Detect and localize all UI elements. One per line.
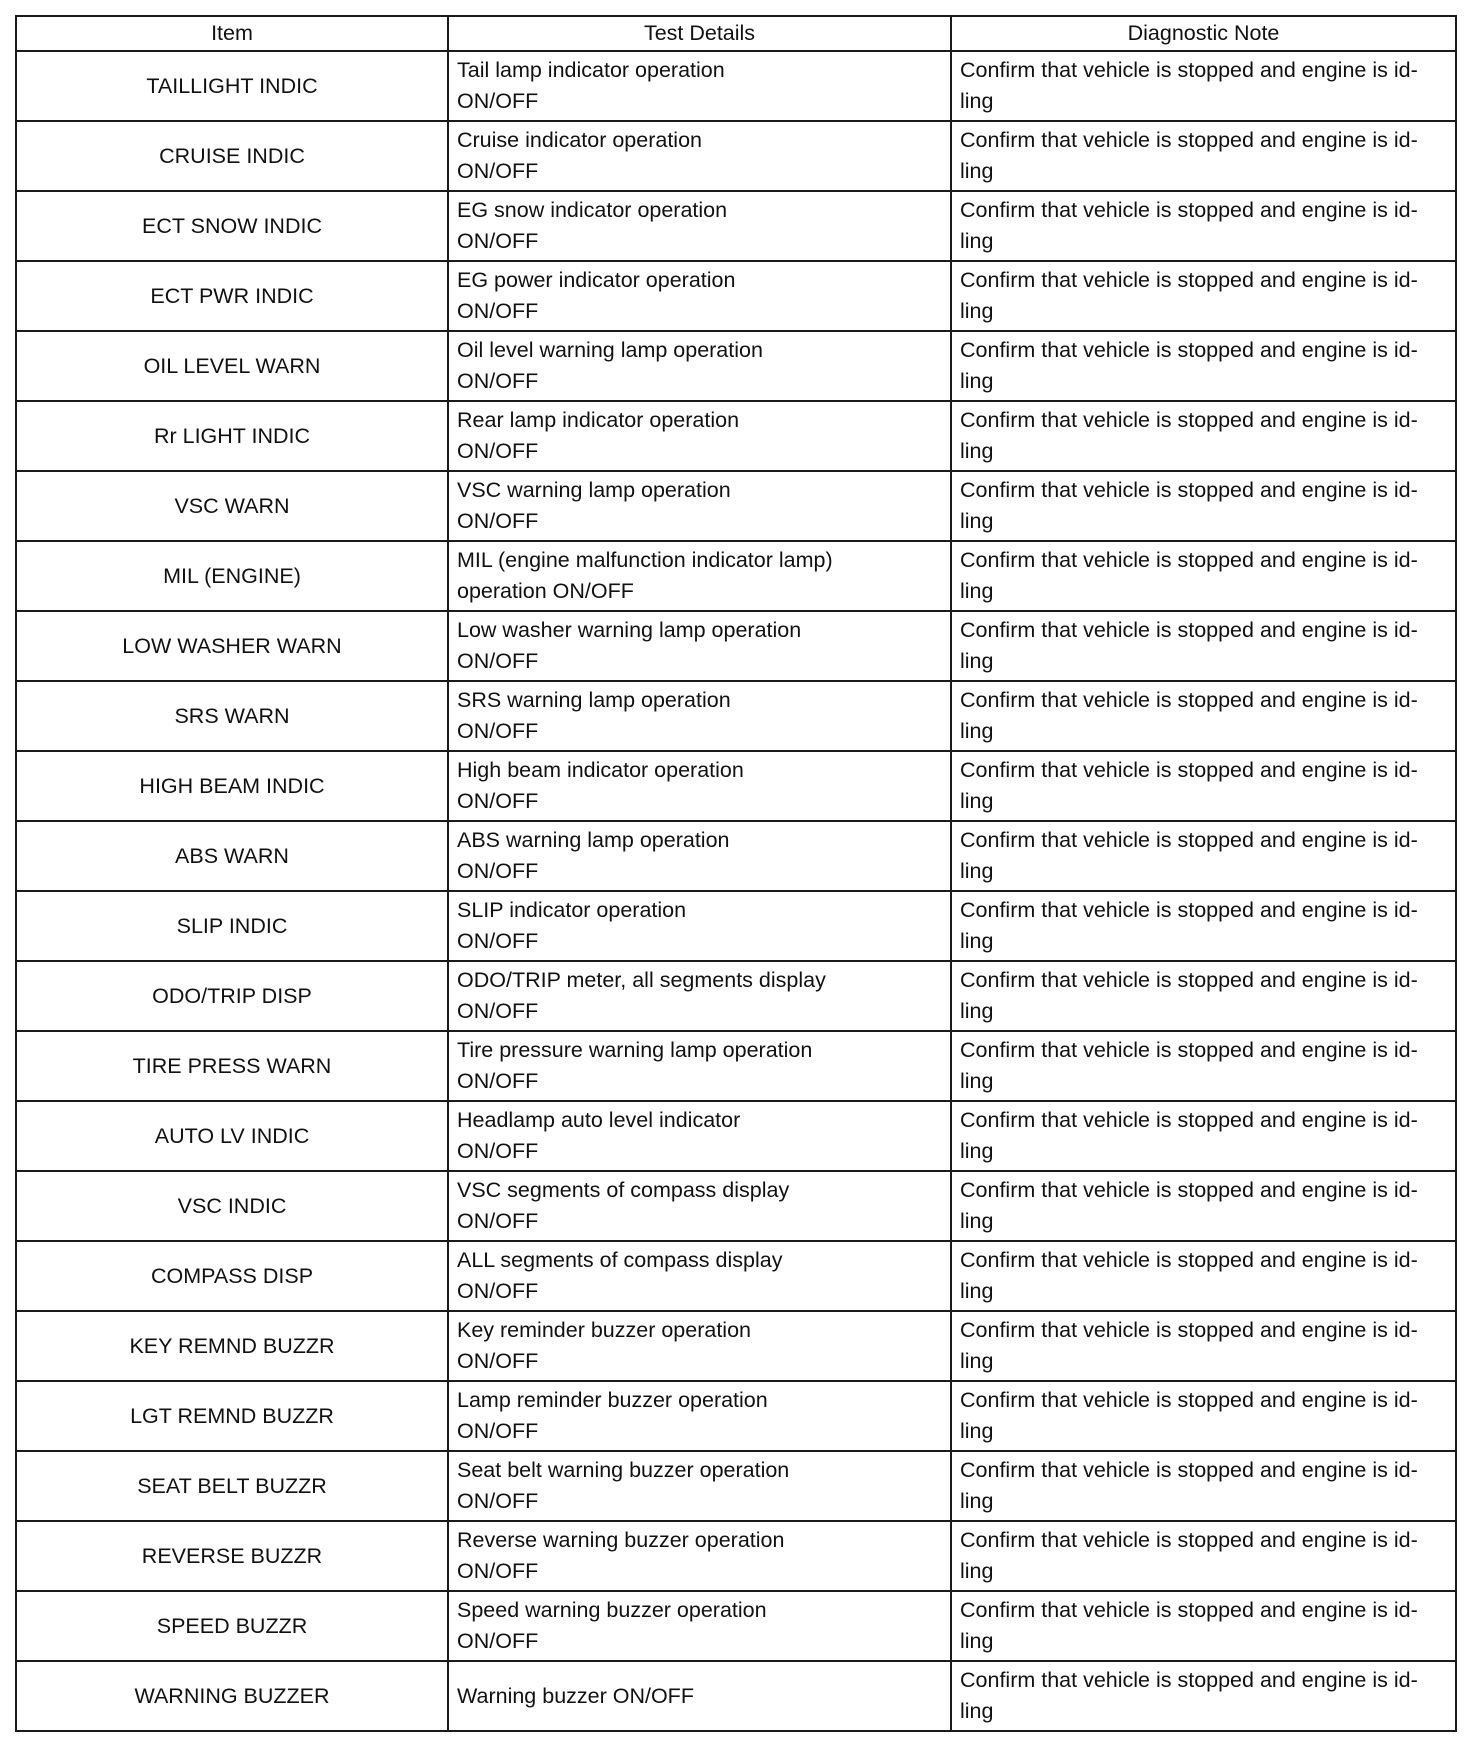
diagnostic-note-cell (951, 891, 1456, 961)
item-cell (16, 1171, 448, 1241)
test-details-cell-text: ODO/TRIP meter, all segments display ON/OFF (457, 968, 826, 1023)
item-cell (16, 331, 448, 401)
item-cell-text: VSC WARN (174, 493, 290, 518)
test-details-cell (448, 751, 951, 821)
test-details-cell-text: MIL (engine malfunction indicator lamp) operation ON/OFF (457, 548, 833, 603)
table-row (16, 401, 1456, 471)
item-cell (16, 401, 448, 471)
diagnostic-note-cell-text: Confirm that vehicle is stopped and engine is id- ling (960, 968, 1418, 1023)
test-details-cell-text: Cruise indicator operation ON/OFF (457, 128, 702, 183)
diagnostic-note-cell (951, 51, 1456, 121)
diagnostic-note-cell (951, 471, 1456, 541)
table-header (16, 16, 1456, 51)
test-details-cell (448, 471, 951, 541)
item-cell (16, 1591, 448, 1661)
table-row (16, 191, 1456, 261)
header-test-details: Test Details (448, 16, 951, 51)
test-details-cell-text: SLIP indicator operation ON/OFF (457, 898, 687, 953)
diagnostic-note-cell-text: Confirm that vehicle is stopped and engine is id- ling (960, 1388, 1418, 1443)
table-row (16, 51, 1456, 121)
test-details-cell-text: ALL segments of compass display ON/OFF (457, 1248, 783, 1303)
test-details-cell (448, 1661, 951, 1731)
diagnostic-note-cell (951, 1241, 1456, 1311)
diagnostic-note-cell-text: Confirm that vehicle is stopped and engine is id- ling (960, 1458, 1418, 1513)
test-details-cell-text: EG power indicator operation ON/OFF (457, 268, 736, 323)
table-row (16, 121, 1456, 191)
item-cell-text: MIL (ENGINE) (163, 563, 301, 588)
item-cell (16, 471, 448, 541)
item-cell-text: WARNING BUZZER (134, 1683, 330, 1708)
diagnostic-note-cell-text: Confirm that vehicle is stopped and engine is id- ling (960, 758, 1418, 813)
diagnostic-note-cell (951, 261, 1456, 331)
test-details-cell-text: VSC warning lamp operation ON/OFF (457, 478, 731, 533)
test-details-cell (448, 961, 951, 1031)
test-details-cell-text: Warning buzzer ON/OFF (457, 1683, 694, 1708)
table-row (16, 1311, 1456, 1381)
item-cell-text: SLIP INDIC (176, 913, 288, 938)
diagnostic-note-cell-text: Confirm that vehicle is stopped and engine is id- ling (960, 1248, 1418, 1303)
test-details-cell-text: ABS warning lamp operation ON/OFF (457, 828, 730, 883)
test-details-cell-text: Reverse warning buzzer operation ON/OFF (457, 1528, 785, 1583)
table-row (16, 1591, 1456, 1661)
test-details-cell-text: SRS warning lamp operation ON/OFF (457, 688, 731, 743)
diagnostic-table (15, 15, 1457, 1732)
item-cell-text: COMPASS DISP (150, 1263, 314, 1288)
diagnostic-note-cell-text: Confirm that vehicle is stopped and engine is id- ling (960, 828, 1418, 883)
diagnostic-note-cell-text: Confirm that vehicle is stopped and engine is id- ling (960, 1038, 1418, 1093)
table-row (16, 261, 1456, 331)
table-row (16, 1031, 1456, 1101)
item-cell (16, 891, 448, 961)
table-row (16, 1661, 1456, 1731)
test-details-cell (448, 541, 951, 611)
test-details-cell (448, 891, 951, 961)
test-details-cell-text: Rear lamp indicator operation ON/OFF (457, 408, 740, 463)
item-cell (16, 751, 448, 821)
table-row (16, 891, 1456, 961)
test-details-cell (448, 1521, 951, 1591)
item-cell (16, 541, 448, 611)
table-row (16, 751, 1456, 821)
diagnostic-note-cell-text: Confirm that vehicle is stopped and engine is id- ling (960, 618, 1418, 673)
diagnostic-note-cell-text: Confirm that vehicle is stopped and engine is id- ling (960, 1668, 1418, 1723)
diagnostic-note-cell (951, 121, 1456, 191)
diagnostic-note-cell-text: Confirm that vehicle is stopped and engine is id- ling (960, 548, 1418, 603)
test-details-cell (448, 121, 951, 191)
table-row (16, 1521, 1456, 1591)
item-cell (16, 1101, 448, 1171)
test-details-cell (448, 261, 951, 331)
table-row (16, 611, 1456, 681)
item-cell-text: ABS WARN (175, 843, 289, 868)
test-details-cell-text: High beam indicator operation ON/OFF (457, 758, 744, 813)
item-cell (16, 1451, 448, 1521)
test-details-cell (448, 611, 951, 681)
test-details-cell-text: Low washer warning lamp operation ON/OFF (457, 618, 802, 673)
item-cell (16, 611, 448, 681)
test-details-cell (448, 1381, 951, 1451)
item-cell-text: ECT SNOW INDIC (142, 213, 322, 238)
diagnostic-note-cell (951, 1381, 1456, 1451)
item-cell (16, 121, 448, 191)
table-row (16, 1381, 1456, 1451)
item-cell (16, 681, 448, 751)
diagnostic-note-cell (951, 191, 1456, 261)
diagnostic-note-cell (951, 611, 1456, 681)
diagnostic-note-cell (951, 751, 1456, 821)
diagnostic-note-cell (951, 401, 1456, 471)
item-cell (16, 1661, 448, 1731)
test-details-cell-text: Lamp reminder buzzer operation ON/OFF (457, 1388, 768, 1443)
item-cell-text: VSC INDIC (177, 1193, 287, 1218)
item-cell-text: AUTO LV INDIC (154, 1123, 310, 1148)
item-cell (16, 1241, 448, 1311)
table-row (16, 681, 1456, 751)
test-details-cell (448, 1101, 951, 1171)
table-row (16, 541, 1456, 611)
diagnostic-note-cell (951, 1521, 1456, 1591)
diagnostic-note-cell-text: Confirm that vehicle is stopped and engine is id- ling (960, 128, 1418, 183)
table-row (16, 1451, 1456, 1521)
diagnostic-note-cell (951, 1451, 1456, 1521)
test-details-cell-text: Headlamp auto level indicator ON/OFF (457, 1108, 741, 1163)
test-details-cell (448, 821, 951, 891)
item-cell-text: ECT PWR INDIC (150, 283, 314, 308)
item-cell (16, 1381, 448, 1451)
item-cell (16, 1521, 448, 1591)
item-cell-text: HIGH BEAM INDIC (139, 773, 325, 798)
diagnostic-note-cell-text: Confirm that vehicle is stopped and engine is id- ling (960, 58, 1418, 113)
diagnostic-note-cell (951, 1031, 1456, 1101)
item-cell-text: CRUISE INDIC (159, 143, 305, 168)
table-body (16, 51, 1456, 1731)
diagnostic-note-cell-text: Confirm that vehicle is stopped and engine is id- ling (960, 688, 1418, 743)
test-details-cell-text: Key reminder buzzer operation ON/OFF (457, 1318, 751, 1373)
test-details-cell-text: VSC segments of compass display ON/OFF (457, 1178, 790, 1233)
diagnostic-note-cell (951, 331, 1456, 401)
diagnostic-note-cell (951, 1661, 1456, 1731)
diagnostic-note-cell-text: Confirm that vehicle is stopped and engine is id- ling (960, 1598, 1418, 1653)
test-details-cell (448, 1171, 951, 1241)
diagnostic-note-cell (951, 821, 1456, 891)
test-details-cell-text: Tire pressure warning lamp operation ON/OFF (457, 1038, 813, 1093)
test-details-cell-text: Oil level warning lamp operation ON/OFF (457, 338, 763, 393)
table-row (16, 961, 1456, 1031)
test-details-cell (448, 681, 951, 751)
diagnostic-note-cell (951, 961, 1456, 1031)
diagnostic-note-cell (951, 1591, 1456, 1661)
test-details-cell (448, 1031, 951, 1101)
diagnostic-note-cell-text: Confirm that vehicle is stopped and engine is id- ling (960, 1108, 1418, 1163)
diagnostic-note-cell-text: Confirm that vehicle is stopped and engine is id- ling (960, 408, 1418, 463)
test-details-cell-text: EG snow indicator operation ON/OFF (457, 198, 728, 253)
diagnostic-note-cell (951, 1171, 1456, 1241)
item-cell-text: Rr LIGHT INDIC (153, 423, 311, 448)
test-details-cell-text: Seat belt warning buzzer operation ON/OFF (457, 1458, 790, 1513)
item-cell-text: SRS WARN (174, 703, 290, 728)
table-row (16, 1101, 1456, 1171)
header-row (16, 16, 1456, 51)
item-cell (16, 261, 448, 331)
diagnostic-note-cell-text: Confirm that vehicle is stopped and engine is id- ling (960, 198, 1418, 253)
diagnostic-table-container (15, 15, 1455, 1732)
diagnostic-note-cell (951, 541, 1456, 611)
item-cell-text: REVERSE BUZZR (141, 1543, 323, 1568)
diagnostic-note-cell-text: Confirm that vehicle is stopped and engine is id- ling (960, 478, 1418, 533)
test-details-cell (448, 191, 951, 261)
table-row (16, 471, 1456, 541)
table-row (16, 331, 1456, 401)
item-cell-text: TAILLIGHT INDIC (146, 73, 318, 98)
item-cell-text: ODO/TRIP DISP (152, 983, 312, 1008)
item-cell-text: TIRE PRESS WARN (132, 1053, 332, 1078)
diagnostic-note-cell-text: Confirm that vehicle is stopped and engine is id- ling (960, 898, 1418, 953)
test-details-cell (448, 1451, 951, 1521)
item-cell-text: SPEED BUZZR (156, 1613, 308, 1638)
item-cell-text: OIL LEVEL WARN (143, 353, 321, 378)
test-details-cell-text: Speed warning buzzer operation ON/OFF (457, 1598, 767, 1653)
test-details-cell (448, 51, 951, 121)
table-row (16, 1241, 1456, 1311)
item-cell (16, 1031, 448, 1101)
header-diagnostic-note: Diagnostic Note (951, 16, 1456, 51)
item-cell (16, 51, 448, 121)
test-details-cell (448, 331, 951, 401)
item-cell (16, 961, 448, 1031)
test-details-cell (448, 1591, 951, 1661)
diagnostic-note-cell-text: Confirm that vehicle is stopped and engine is id- ling (960, 1318, 1418, 1373)
test-details-cell (448, 1311, 951, 1381)
header-item: Item (16, 16, 448, 51)
item-cell-text: LOW WASHER WARN (122, 633, 342, 658)
diagnostic-note-cell-text: Confirm that vehicle is stopped and engine is id- ling (960, 268, 1418, 323)
test-details-cell (448, 401, 951, 471)
item-cell-text: KEY REMND BUZZR (129, 1333, 335, 1358)
diagnostic-note-cell-text: Confirm that vehicle is stopped and engine is id- ling (960, 1178, 1418, 1233)
diagnostic-note-cell-text: Confirm that vehicle is stopped and engine is id- ling (960, 338, 1418, 393)
item-cell-text: SEAT BELT BUZZR (137, 1473, 327, 1498)
diagnostic-note-cell (951, 1311, 1456, 1381)
test-details-cell (448, 1241, 951, 1311)
table-row (16, 821, 1456, 891)
item-cell (16, 191, 448, 261)
diagnostic-note-cell (951, 681, 1456, 751)
item-cell (16, 1311, 448, 1381)
diagnostic-note-cell (951, 1101, 1456, 1171)
item-cell-text: LGT REMND BUZZR (130, 1403, 334, 1428)
table-row (16, 1171, 1456, 1241)
test-details-cell-text: Tail lamp indicator operation ON/OFF (457, 58, 725, 113)
diagnostic-note-cell-text: Confirm that vehicle is stopped and engine is id- ling (960, 1528, 1418, 1583)
item-cell (16, 821, 448, 891)
